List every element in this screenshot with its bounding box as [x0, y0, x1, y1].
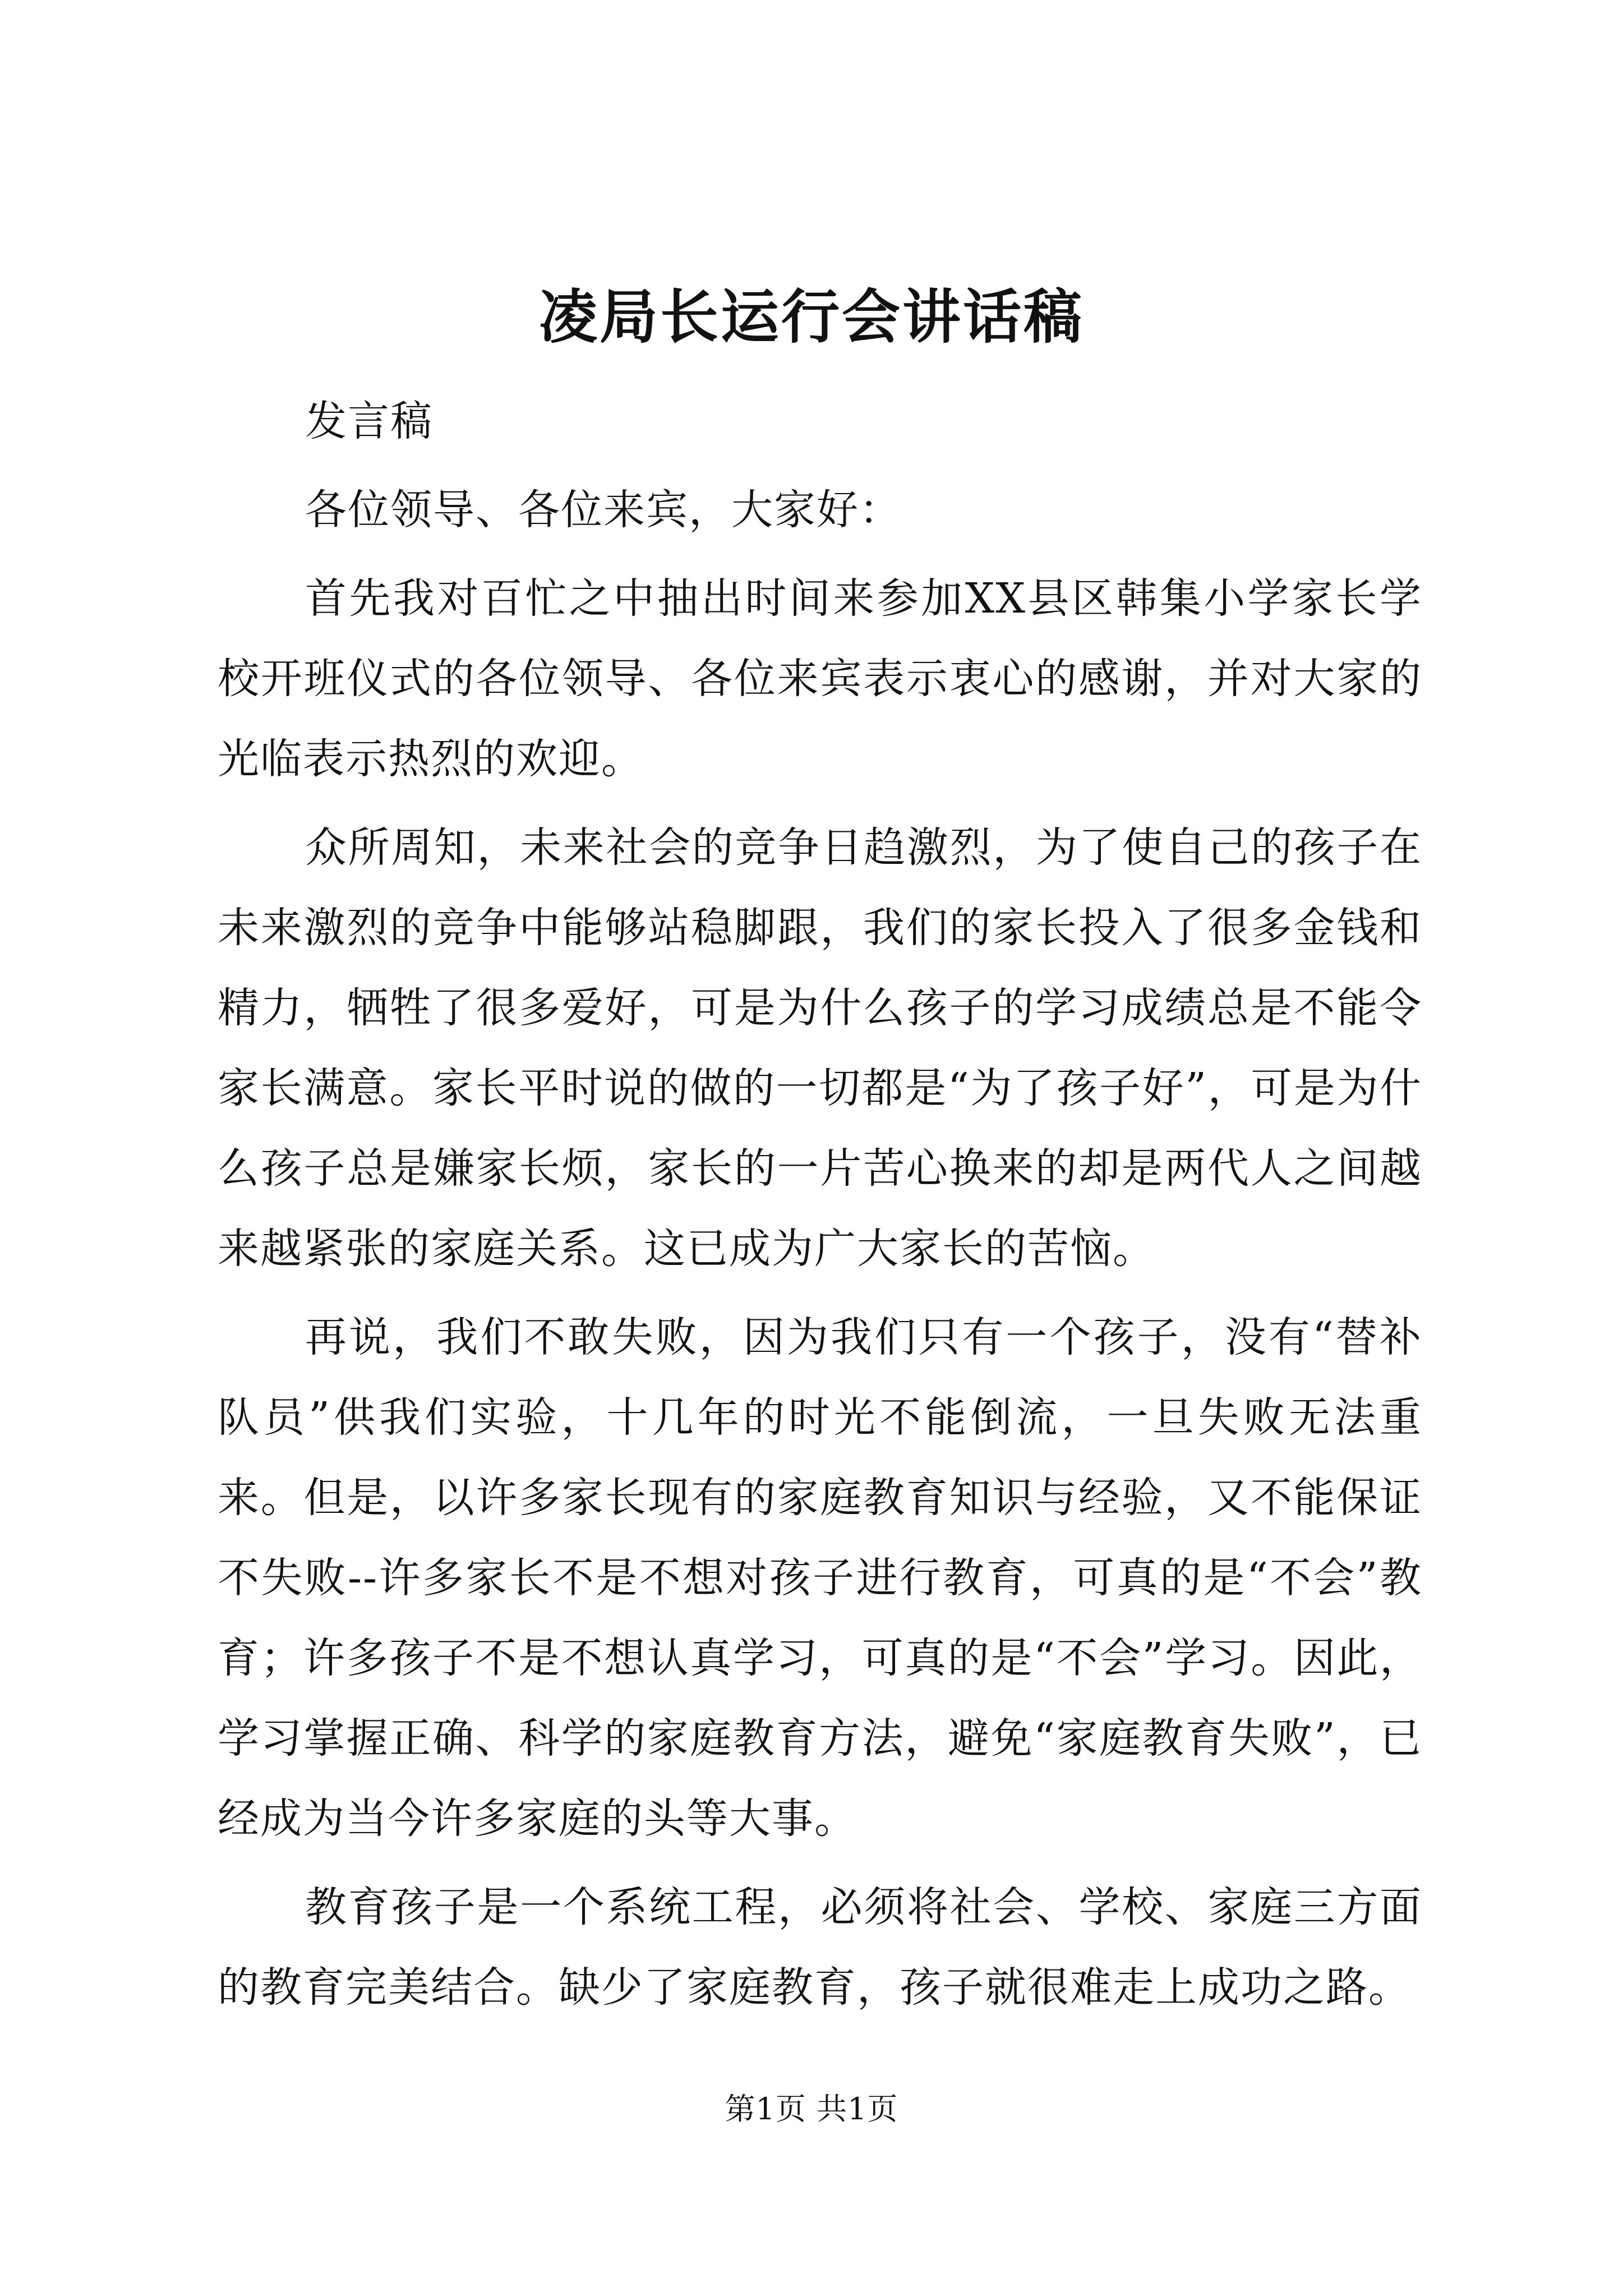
paragraph: 众所周知，未来社会的竞争日趋激烈，为了使自己的孩子在未来激烈的竞争中能够站稳脚跟，我们的家长投入了很多金钱和精力，牺牲了很多爱好，可是为什么孩子的学习成绩总是不能令家长满意。家长平时说的做的一切都是“为了孩子好”，可是为什么孩子总是嫌家长烦，家长的一片苦心换来的却是两代人之间越来越紧张的家庭关系。这已成为广大家长的苦恼。	[218, 823, 1422, 1273]
paragraph-heading: 发言稿	[305, 397, 433, 445]
document-title: 凌局长运行会讲话稿	[538, 282, 1084, 351]
page-footer: 第1页 共1页	[725, 2091, 898, 2127]
paragraph: 首先我对百忙之中抽出时间来参加XX县区韩集小学家长学校开班仪式的各位领导、各位来宾表示衷心的感谢，并对大家的光临表示热烈的欢迎。	[218, 574, 1422, 783]
paragraph: 教育孩子是一个系统工程，必须将社会、学校、家庭三方面的教育完美结合。缺少了家庭教育，孩子就很难走上成功之路。	[218, 1883, 1422, 2012]
document-body	[218, 381, 1422, 2036]
paragraph: 再说，我们不敢失败，因为我们只有一个孩子，没有“替补队员”供我们实验，十几年的时光不能倒流，一旦失败无法重来。但是，以许多家长现有的家庭教育知识与经验，又不能保证不失败--许多家长不是不想对孩子进行教育，可真的是“不会”教育；许多孩子不是不想认真学习，可真的是“不会”学习。因此，学习掌握正确、科学的家庭教育方法，避免“家庭教育失败”，已经成为当今许多家庭的头等大事。	[218, 1313, 1422, 1843]
paragraph-greeting: 各位领导、各位来宾，大家好：	[305, 486, 902, 534]
